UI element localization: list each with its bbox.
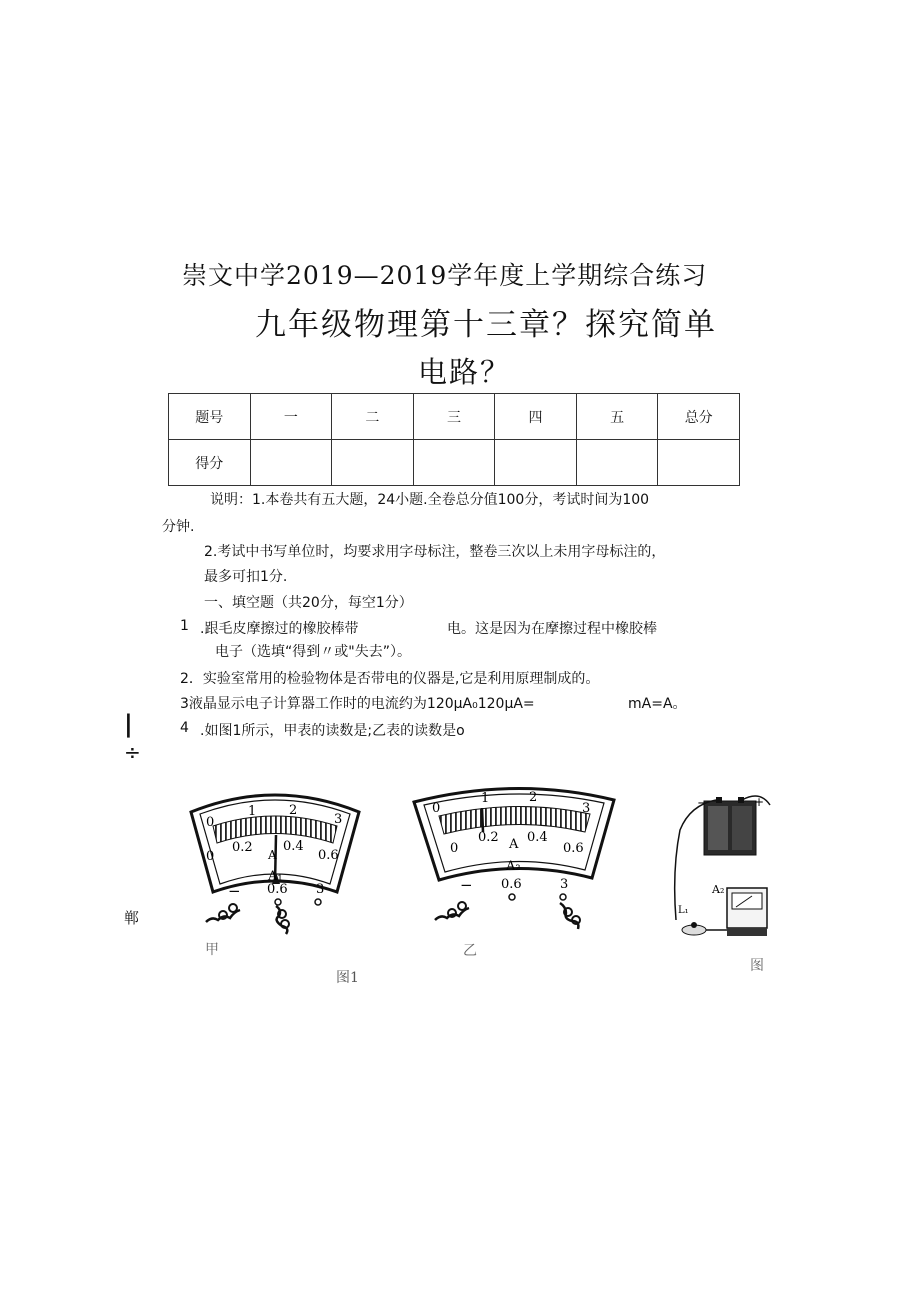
circuit-diagram — [675, 795, 770, 974]
exam-chapter-title-cont: 电路？ — [418, 355, 512, 389]
meter-tick-label: 0.2 — [232, 840, 253, 855]
score-table-header-cell: 三 — [413, 394, 495, 440]
meter-tick-label: 0.2 — [478, 830, 499, 845]
meter-tick-label: 1 — [248, 804, 257, 819]
battery-minus-label: − — [697, 796, 708, 811]
score-table-header-cell: 四 — [495, 394, 577, 440]
meter-tick-label: 0.6 — [563, 841, 584, 856]
question-1-text: .跟毛皮摩擦过的橡胶棒带 — [200, 621, 359, 637]
meter-tick-label: 0 — [206, 849, 215, 864]
question-4-number: 4 — [180, 720, 189, 736]
score-table-header-cell: 总分 — [658, 394, 740, 440]
meter-a1-caption: 甲 — [205, 942, 219, 958]
instructions-line-1: 说明：1.本卷共有五大题，24小题.全卷总分值100分，考试时间为100 — [210, 492, 650, 508]
meter-tick-label: 2 — [289, 803, 298, 818]
meter-tick-label: 1 — [481, 791, 490, 806]
question-3-text: 3液晶显示电子计算器工作时的电流约为120μA₀120μA= — [180, 696, 535, 712]
score-table-header-cell: 二 — [332, 394, 414, 440]
binding-margin-bar: | — [124, 710, 133, 738]
meter-name: A₁ — [268, 869, 283, 884]
meter-tick-label: 3 — [582, 801, 591, 816]
question-1-number: 1 — [180, 618, 189, 634]
terminal-label: − — [228, 882, 241, 900]
circuit-meter-name: A₂ — [712, 883, 725, 896]
exam-school-title: 崇文中学2019—2019学年度上学期综合练习 — [182, 261, 708, 290]
binding-margin-divide: ÷ — [124, 740, 141, 764]
meter-tick-label: 2 — [529, 790, 538, 805]
meter-tick-label: 0 — [450, 841, 459, 856]
lamp-name: L₁ — [678, 905, 689, 916]
binding-margin-char: 郸 — [124, 909, 140, 927]
question-1-text-cont: 电。这是因为在摩擦过程中橡胶棒 — [447, 621, 657, 637]
meter-tick-label: 0 — [206, 815, 215, 830]
exam-chapter-title: 九年级物理第十三章？探究简单 — [255, 307, 717, 343]
meter-unit: A — [268, 848, 277, 862]
terminal-label: 0.6 — [267, 882, 288, 897]
score-row-label: 得分 — [169, 440, 251, 486]
ammeter-a2-needle — [482, 808, 483, 832]
score-table-header-cell: 一 — [250, 394, 332, 440]
score-table-header-cell: 五 — [576, 394, 658, 440]
section-heading: 一、填空题（共20分，每空1分） — [204, 595, 413, 611]
meter-a2-caption: 乙 — [463, 943, 477, 959]
circuit-caption: 图 — [750, 958, 764, 974]
meter-tick-label: 0.4 — [283, 839, 304, 854]
meter-tick-label: 0.6 — [318, 848, 339, 863]
figure-caption: 图1 — [336, 970, 359, 986]
meter-name: A₂ — [506, 859, 521, 874]
question-2-text: 2．实验室常用的检验物体是否带电的仪器是,它是利用原理制成的。 — [180, 671, 600, 687]
score-table-header-cell: 题号 — [169, 394, 251, 440]
meter-unit: A — [509, 837, 519, 852]
ammeter-a2 — [414, 788, 614, 959]
terminal-label: 0.6 — [501, 877, 522, 892]
meter-tick-label: 0 — [432, 801, 441, 816]
terminal-label: 3 — [316, 882, 325, 897]
question-3-text-cont: mA=A。 — [628, 696, 687, 712]
instructions-line-3: 2.考试中书写单位时，均要求用字母标注，整卷三次以上未用字母标注的， — [204, 544, 666, 560]
terminal-label: − — [460, 876, 473, 894]
question-1-text-line2: 电子（选填“得到〃或"失去”）。 — [215, 644, 411, 660]
ammeter-a1 — [191, 795, 359, 958]
instructions-line-4: 最多可扣1分. — [204, 569, 288, 585]
meter-tick-label: 0.4 — [527, 830, 548, 845]
question-4-text: .如图1所示，甲表的读数是;乙表的读数是o — [200, 723, 465, 739]
meter-tick-label: 3 — [334, 812, 343, 827]
terminal-label: 3 — [560, 877, 569, 892]
battery-plus-label: + — [754, 795, 765, 809]
instructions-line-2: 分钟. — [162, 519, 195, 535]
